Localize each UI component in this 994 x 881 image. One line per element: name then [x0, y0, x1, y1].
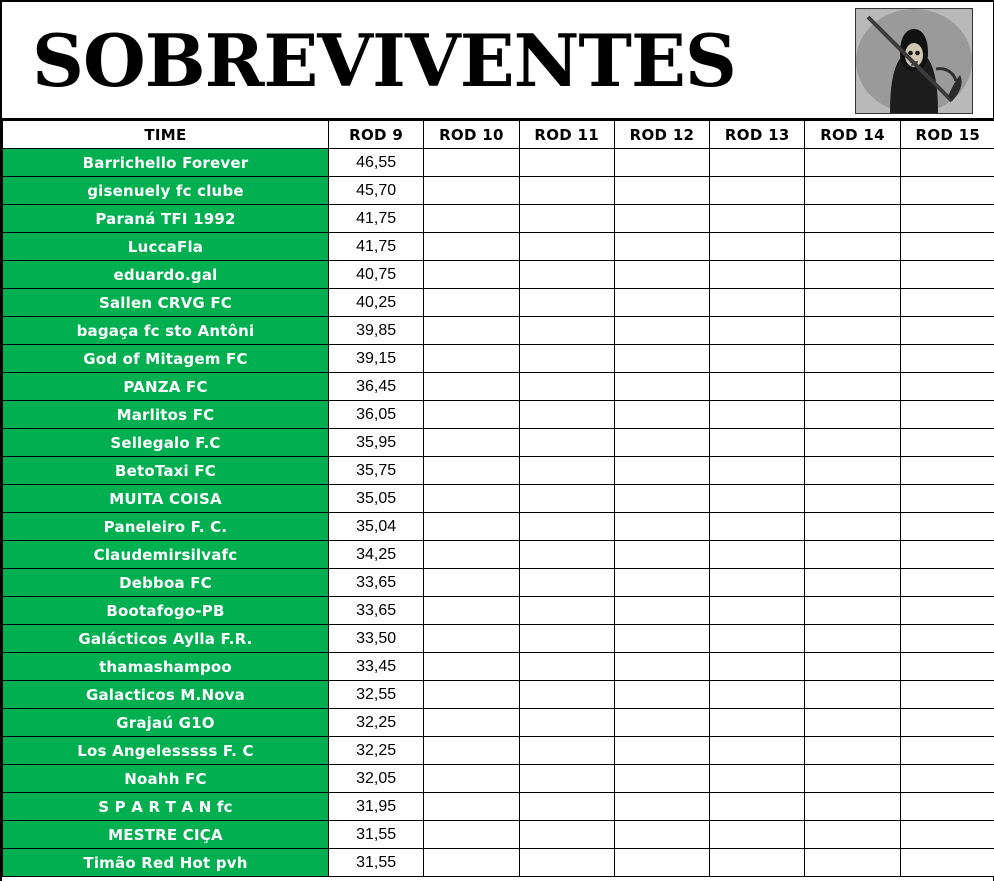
cell-rod-13-empty[interactable] — [710, 625, 805, 653]
cell-rod-14-empty[interactable] — [805, 345, 900, 373]
cell-rod-13-empty[interactable] — [710, 261, 805, 289]
cell-rod-9-score[interactable]: 46,55 — [328, 149, 423, 177]
cell-team-name[interactable]: Marlitos FC — [3, 401, 329, 429]
cell-rod-14-empty[interactable] — [805, 849, 900, 877]
cell-rod-12-empty[interactable] — [614, 765, 709, 793]
cell-rod-14-empty[interactable] — [805, 709, 900, 737]
cell-rod-14-empty[interactable] — [805, 233, 900, 261]
cell-rod-11-empty[interactable] — [519, 597, 614, 625]
survivors-table — [2, 120, 994, 877]
cell-rod-9-score[interactable]: 33,65 — [328, 569, 423, 597]
cell-rod-9-score[interactable]: 40,75 — [328, 261, 423, 289]
table-row — [3, 429, 994, 457]
cell-rod-14-empty[interactable] — [805, 429, 900, 457]
cell-rod-11-empty[interactable] — [519, 737, 614, 765]
cell-rod-13-empty[interactable] — [710, 233, 805, 261]
cell-rod-15-empty[interactable] — [900, 681, 994, 709]
cell-rod-10-empty[interactable] — [424, 401, 519, 429]
cell-rod-11-empty[interactable] — [519, 149, 614, 177]
cell-team-name[interactable]: LuccaFla — [3, 233, 329, 261]
cell-rod-9-score[interactable]: 33,45 — [328, 653, 423, 681]
cell-rod-11-empty[interactable] — [519, 233, 614, 261]
cell-rod-14-empty[interactable] — [805, 457, 900, 485]
cell-team-name[interactable]: Los Angelesssss F. C — [3, 737, 329, 765]
cell-rod-13-empty[interactable] — [710, 653, 805, 681]
table-header — [3, 121, 994, 149]
cell-rod-11-empty[interactable] — [519, 261, 614, 289]
cell-rod-10-empty[interactable] — [424, 821, 519, 849]
cell-rod-10-empty[interactable] — [424, 205, 519, 233]
cell-rod-11-empty[interactable] — [519, 513, 614, 541]
cell-rod-15-empty[interactable] — [900, 513, 994, 541]
cell-rod-13-empty[interactable] — [710, 373, 805, 401]
cell-team-name[interactable]: Sallen CRVG FC — [3, 289, 329, 317]
cell-rod-15-empty[interactable] — [900, 709, 994, 737]
cell-rod-12-empty[interactable] — [614, 513, 709, 541]
cell-rod-12-empty[interactable] — [614, 681, 709, 709]
cell-rod-9-score[interactable]: 35,95 — [328, 429, 423, 457]
cell-rod-10-empty[interactable] — [424, 653, 519, 681]
cell-rod-12-empty[interactable] — [614, 289, 709, 317]
column-header-rod-11: ROD 11 — [519, 121, 614, 149]
cell-rod-13-empty[interactable] — [710, 821, 805, 849]
cell-team-name[interactable]: PANZA FC — [3, 373, 329, 401]
cell-rod-13-empty[interactable] — [710, 457, 805, 485]
cell-rod-12-empty[interactable] — [614, 709, 709, 737]
cell-rod-10-empty[interactable] — [424, 485, 519, 513]
cell-rod-10-empty[interactable] — [424, 849, 519, 877]
table-row — [3, 513, 994, 541]
cell-rod-14-empty[interactable] — [805, 177, 900, 205]
cell-rod-15-empty[interactable] — [900, 233, 994, 261]
cell-rod-9-score[interactable]: 32,25 — [328, 709, 423, 737]
cell-team-name[interactable]: eduardo.gal — [3, 261, 329, 289]
cell-rod-10-empty[interactable] — [424, 429, 519, 457]
column-header-rod-14: ROD 14 — [805, 121, 900, 149]
cell-rod-12-empty[interactable] — [614, 485, 709, 513]
cell-rod-11-empty[interactable] — [519, 541, 614, 569]
cell-team-name[interactable]: Timão Red Hot pvh — [3, 849, 329, 877]
cell-rod-13-empty[interactable] — [710, 597, 805, 625]
page-title: SOBREVIVENTES — [32, 18, 736, 103]
cell-rod-10-empty[interactable] — [424, 261, 519, 289]
cell-team-name[interactable]: Bootafogo-PB — [3, 597, 329, 625]
cell-rod-9-score[interactable]: 41,75 — [328, 205, 423, 233]
cell-rod-15-empty[interactable] — [900, 345, 994, 373]
cell-rod-12-empty[interactable] — [614, 541, 709, 569]
cell-rod-13-empty[interactable] — [710, 177, 805, 205]
cell-rod-12-empty[interactable] — [614, 233, 709, 261]
cell-rod-12-empty[interactable] — [614, 149, 709, 177]
cell-rod-13-empty[interactable] — [710, 149, 805, 177]
cell-rod-10-empty[interactable] — [424, 289, 519, 317]
cell-rod-15-empty[interactable] — [900, 793, 994, 821]
table-row — [3, 681, 994, 709]
cell-rod-9-score[interactable]: 39,15 — [328, 345, 423, 373]
cell-rod-15-empty[interactable] — [900, 373, 994, 401]
cell-rod-9-score[interactable]: 33,65 — [328, 597, 423, 625]
cell-team-name[interactable]: Noahh FC — [3, 765, 329, 793]
cell-rod-10-empty[interactable] — [424, 457, 519, 485]
cell-rod-13-empty[interactable] — [710, 569, 805, 597]
cell-rod-10-empty[interactable] — [424, 149, 519, 177]
cell-rod-11-empty[interactable] — [519, 681, 614, 709]
table-row — [3, 765, 994, 793]
cell-rod-11-empty[interactable] — [519, 205, 614, 233]
cell-team-name[interactable]: God of Mitagem FC — [3, 345, 329, 373]
table-row — [3, 177, 994, 205]
grim-reaper-image — [855, 8, 973, 114]
cell-rod-14-empty[interactable] — [805, 485, 900, 513]
table-row — [3, 653, 994, 681]
cell-rod-14-empty[interactable] — [805, 681, 900, 709]
cell-rod-11-empty[interactable] — [519, 345, 614, 373]
cell-rod-10-empty[interactable] — [424, 681, 519, 709]
cell-rod-11-empty[interactable] — [519, 569, 614, 597]
cell-rod-15-empty[interactable] — [900, 849, 994, 877]
cell-rod-11-empty[interactable] — [519, 373, 614, 401]
cell-rod-14-empty[interactable] — [805, 625, 900, 653]
cell-team-name[interactable]: Grajaú G1O — [3, 709, 329, 737]
cell-rod-9-score[interactable]: 35,05 — [328, 485, 423, 513]
cell-rod-10-empty[interactable] — [424, 625, 519, 653]
cell-rod-13-empty[interactable] — [710, 681, 805, 709]
cell-rod-15-empty[interactable] — [900, 289, 994, 317]
column-header-rod-12: ROD 12 — [614, 121, 709, 149]
cell-rod-10-empty[interactable] — [424, 541, 519, 569]
cell-rod-12-empty[interactable] — [614, 317, 709, 345]
cell-rod-12-empty[interactable] — [614, 653, 709, 681]
cell-rod-9-score[interactable]: 32,55 — [328, 681, 423, 709]
cell-rod-9-score[interactable]: 31,55 — [328, 849, 423, 877]
column-header-time: TIME — [3, 121, 329, 149]
cell-team-name[interactable]: Debboa FC — [3, 569, 329, 597]
table-row — [3, 541, 994, 569]
cell-rod-10-empty[interactable] — [424, 765, 519, 793]
cell-rod-9-score[interactable]: 35,75 — [328, 457, 423, 485]
table-row — [3, 149, 994, 177]
cell-team-name[interactable]: Sellegalo F.C — [3, 429, 329, 457]
cell-rod-11-empty[interactable] — [519, 625, 614, 653]
cell-rod-14-empty[interactable] — [805, 317, 900, 345]
cell-team-name[interactable]: Claudemirsilvafc — [3, 541, 329, 569]
cell-rod-14-empty[interactable] — [805, 793, 900, 821]
cell-rod-9-score[interactable]: 34,25 — [328, 541, 423, 569]
cell-rod-14-empty[interactable] — [805, 737, 900, 765]
cell-team-name[interactable]: Galacticos M.Nova — [3, 681, 329, 709]
table-row — [3, 205, 994, 233]
cell-team-name[interactable]: Paraná TFI 1992 — [3, 205, 329, 233]
cell-rod-15-empty[interactable] — [900, 625, 994, 653]
cell-team-name[interactable]: S P A R T A N fc — [3, 793, 329, 821]
cell-rod-9-score[interactable]: 32,25 — [328, 737, 423, 765]
cell-rod-14-empty[interactable] — [805, 821, 900, 849]
cell-rod-13-empty[interactable] — [710, 709, 805, 737]
cell-rod-14-empty[interactable] — [805, 765, 900, 793]
table-row — [3, 485, 994, 513]
cell-rod-9-score[interactable]: 39,85 — [328, 317, 423, 345]
cell-rod-14-empty[interactable] — [805, 205, 900, 233]
cell-rod-12-empty[interactable] — [614, 457, 709, 485]
table-row — [3, 261, 994, 289]
cell-rod-13-empty[interactable] — [710, 765, 805, 793]
cell-rod-12-empty[interactable] — [614, 849, 709, 877]
table-body — [3, 149, 994, 877]
cell-rod-15-empty[interactable] — [900, 317, 994, 345]
cell-rod-12-empty[interactable] — [614, 737, 709, 765]
cell-team-name[interactable]: Galácticos Aylla F.R. — [3, 625, 329, 653]
cell-rod-10-empty[interactable] — [424, 737, 519, 765]
cell-rod-13-empty[interactable] — [710, 737, 805, 765]
table-row — [3, 821, 994, 849]
cell-rod-15-empty[interactable] — [900, 177, 994, 205]
grim-reaper-icon — [856, 9, 972, 113]
cell-rod-13-empty[interactable] — [710, 345, 805, 373]
cell-rod-11-empty[interactable] — [519, 317, 614, 345]
cell-rod-14-empty[interactable] — [805, 261, 900, 289]
cell-rod-14-empty[interactable] — [805, 541, 900, 569]
cell-rod-15-empty[interactable] — [900, 597, 994, 625]
table-row — [3, 709, 994, 737]
cell-rod-10-empty[interactable] — [424, 373, 519, 401]
cell-rod-10-empty[interactable] — [424, 569, 519, 597]
table-row — [3, 597, 994, 625]
cell-rod-10-empty[interactable] — [424, 793, 519, 821]
cell-rod-14-empty[interactable] — [805, 289, 900, 317]
table-row — [3, 233, 994, 261]
column-header-rod-15: ROD 15 — [900, 121, 994, 149]
cell-rod-13-empty[interactable] — [710, 793, 805, 821]
cell-rod-9-score[interactable]: 31,95 — [328, 793, 423, 821]
cell-rod-15-empty[interactable] — [900, 401, 994, 429]
cell-rod-13-empty[interactable] — [710, 485, 805, 513]
cell-rod-11-empty[interactable] — [519, 485, 614, 513]
table-row — [3, 401, 994, 429]
cell-rod-15-empty[interactable] — [900, 569, 994, 597]
cell-rod-15-empty[interactable] — [900, 261, 994, 289]
cell-rod-11-empty[interactable] — [519, 177, 614, 205]
cell-rod-13-empty[interactable] — [710, 401, 805, 429]
cell-rod-9-score[interactable]: 45,70 — [328, 177, 423, 205]
cell-rod-9-score[interactable]: 41,75 — [328, 233, 423, 261]
table-row — [3, 569, 994, 597]
cell-rod-13-empty[interactable] — [710, 317, 805, 345]
cell-rod-12-empty[interactable] — [614, 401, 709, 429]
cell-rod-11-empty[interactable] — [519, 289, 614, 317]
cell-team-name[interactable]: MUITA COISA — [3, 485, 329, 513]
cell-rod-14-empty[interactable] — [805, 373, 900, 401]
column-header-rod-9: ROD 9 — [328, 121, 423, 149]
cell-rod-10-empty[interactable] — [424, 709, 519, 737]
table-row — [3, 345, 994, 373]
cell-rod-13-empty[interactable] — [710, 205, 805, 233]
cell-rod-15-empty[interactable] — [900, 457, 994, 485]
cell-rod-12-empty[interactable] — [614, 569, 709, 597]
cell-rod-10-empty[interactable] — [424, 233, 519, 261]
cell-rod-12-empty[interactable] — [614, 625, 709, 653]
column-header-rod-13: ROD 13 — [710, 121, 805, 149]
cell-rod-12-empty[interactable] — [614, 597, 709, 625]
cell-rod-11-empty[interactable] — [519, 709, 614, 737]
cell-rod-11-empty[interactable] — [519, 401, 614, 429]
cell-rod-10-empty[interactable] — [424, 345, 519, 373]
table-row — [3, 793, 994, 821]
cell-rod-10-empty[interactable] — [424, 177, 519, 205]
cell-rod-10-empty[interactable] — [424, 317, 519, 345]
cell-rod-14-empty[interactable] — [805, 653, 900, 681]
cell-rod-15-empty[interactable] — [900, 205, 994, 233]
cell-rod-9-score[interactable]: 36,45 — [328, 373, 423, 401]
cell-rod-11-empty[interactable] — [519, 765, 614, 793]
cell-rod-15-empty[interactable] — [900, 765, 994, 793]
cell-rod-12-empty[interactable] — [614, 821, 709, 849]
cell-rod-15-empty[interactable] — [900, 149, 994, 177]
cell-rod-11-empty[interactable] — [519, 793, 614, 821]
cell-rod-9-score[interactable]: 36,05 — [328, 401, 423, 429]
title-band — [2, 2, 993, 120]
cell-rod-14-empty[interactable] — [805, 513, 900, 541]
cell-rod-9-score[interactable]: 33,50 — [328, 625, 423, 653]
cell-rod-12-empty[interactable] — [614, 793, 709, 821]
cell-rod-14-empty[interactable] — [805, 401, 900, 429]
cell-rod-11-empty[interactable] — [519, 429, 614, 457]
header-row — [3, 121, 994, 149]
cell-team-name[interactable]: thamashampoo — [3, 653, 329, 681]
table-row — [3, 317, 994, 345]
cell-rod-10-empty[interactable] — [424, 513, 519, 541]
cell-rod-15-empty[interactable] — [900, 485, 994, 513]
cell-rod-13-empty[interactable] — [710, 513, 805, 541]
cell-rod-12-empty[interactable] — [614, 205, 709, 233]
cell-rod-15-empty[interactable] — [900, 653, 994, 681]
cell-rod-15-empty[interactable] — [900, 821, 994, 849]
cell-rod-9-score[interactable]: 40,25 — [328, 289, 423, 317]
cell-rod-13-empty[interactable] — [710, 541, 805, 569]
table-row — [3, 737, 994, 765]
cell-rod-9-score[interactable]: 32,05 — [328, 765, 423, 793]
cell-rod-10-empty[interactable] — [424, 597, 519, 625]
cell-rod-9-score[interactable]: 35,04 — [328, 513, 423, 541]
table-row — [3, 373, 994, 401]
table-row — [3, 289, 994, 317]
cell-rod-14-empty[interactable] — [805, 149, 900, 177]
cell-rod-12-empty[interactable] — [614, 373, 709, 401]
cell-rod-13-empty[interactable] — [710, 289, 805, 317]
cell-rod-12-empty[interactable] — [614, 345, 709, 373]
cell-rod-15-empty[interactable] — [900, 737, 994, 765]
cell-rod-15-empty[interactable] — [900, 541, 994, 569]
cell-rod-11-empty[interactable] — [519, 457, 614, 485]
cell-rod-11-empty[interactable] — [519, 821, 614, 849]
cell-rod-9-score[interactable]: 31,55 — [328, 821, 423, 849]
cell-rod-13-empty[interactable] — [710, 429, 805, 457]
cell-rod-12-empty[interactable] — [614, 429, 709, 457]
cell-team-name[interactable]: Barrichello Forever — [3, 149, 329, 177]
cell-rod-14-empty[interactable] — [805, 569, 900, 597]
column-header-rod-10: ROD 10 — [424, 121, 519, 149]
cell-rod-12-empty[interactable] — [614, 261, 709, 289]
cell-rod-13-empty[interactable] — [710, 849, 805, 877]
table-row — [3, 849, 994, 877]
cell-rod-15-empty[interactable] — [900, 429, 994, 457]
cell-team-name[interactable]: bagaça fc sto Antôni — [3, 317, 329, 345]
table-row — [3, 457, 994, 485]
cell-rod-14-empty[interactable] — [805, 597, 900, 625]
cell-team-name[interactable]: BetoTaxi FC — [3, 457, 329, 485]
cell-rod-12-empty[interactable] — [614, 177, 709, 205]
cell-rod-11-empty[interactable] — [519, 653, 614, 681]
cell-rod-11-empty[interactable] — [519, 849, 614, 877]
cell-team-name[interactable]: Paneleiro F. C. — [3, 513, 329, 541]
table-row — [3, 625, 994, 653]
cell-team-name[interactable]: gisenuely fc clube — [3, 177, 329, 205]
cell-team-name[interactable]: MESTRE CIÇA — [3, 821, 329, 849]
